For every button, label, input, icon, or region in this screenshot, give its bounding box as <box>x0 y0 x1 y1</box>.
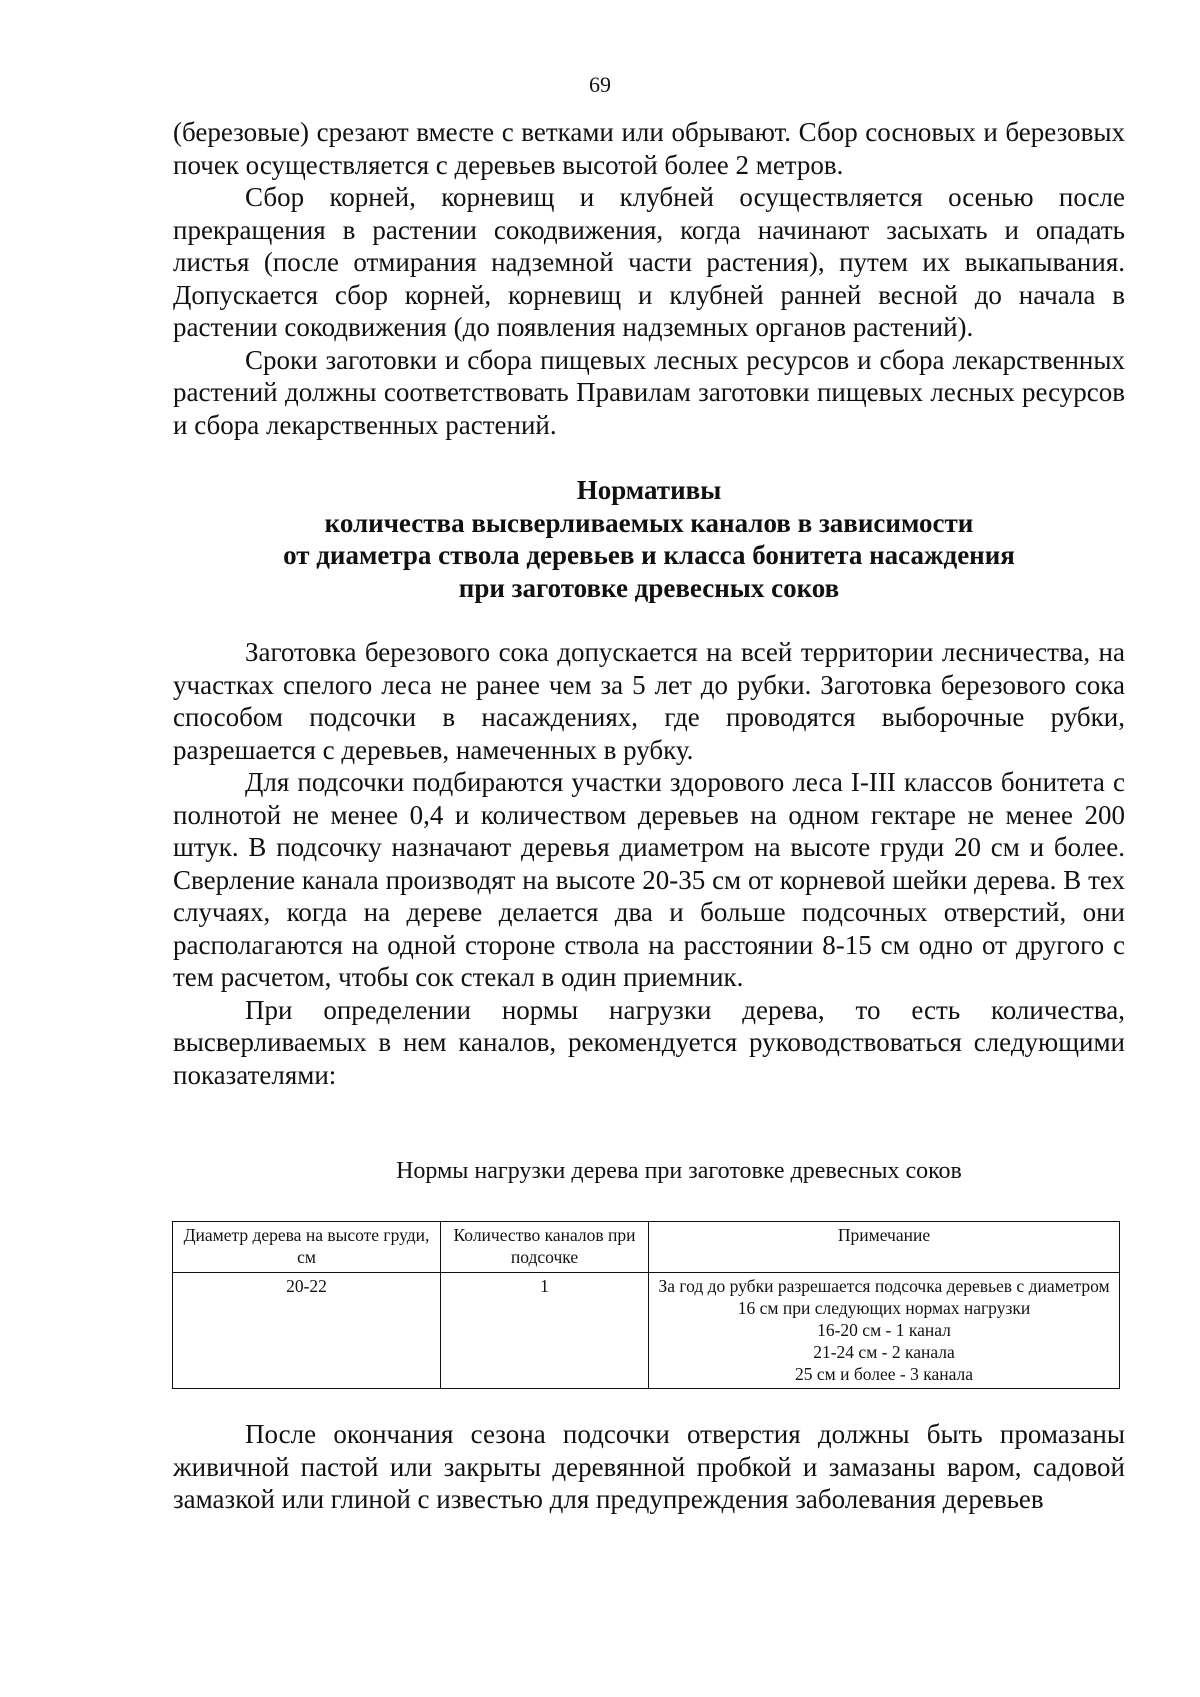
note-line: 25 см и более - 3 канала <box>794 1364 974 1384</box>
paragraph: (березовые) срезают вместе с ветками или обрывают. Сбор сосновых и березовых почек осуществляется с деревьев высотой более 2 метров. <box>173 117 1125 180</box>
paragraph: После окончания сезона подсочки отверстия должны быть промазаны живичной пастой или закрыты деревянной пробкой и замазаны варом, садовой замазкой или глиной с известью для предупреждения заболевания деревьев <box>173 1419 1125 1514</box>
column-header-diameter: Диаметр дерева на высоте груди, см <box>173 1222 441 1273</box>
table-caption: Нормы нагрузки дерева при заготовке древесных соков <box>396 1158 962 1184</box>
cell-note <box>649 1273 1120 1389</box>
note-line: 16-20 см - 1 канал <box>817 1320 951 1340</box>
text-block-intro <box>173 116 1125 441</box>
heading-line: при заготовке древесных соков <box>458 572 840 603</box>
paragraph: Для подсочки подбираются участки здорового леса I-III классов бонитета с полнотой не менее 0,4 и количеством деревьев на одном гектаре не менее 200 штук. В подсочку назначают деревья диаметром на высоте груди 20 см и более. Сверление канала производят на высоте 20-35 см от корневой шейки дерева. В тех случаях, когда на дереве делается два и больше подсочных отверстий, они располагаются на одной стороне ствола на расстоянии 8-15 см одно от другого с тем расчетом, чтобы сок стекал в один приемник. <box>173 767 1125 992</box>
text-block-closing <box>173 1418 1125 1516</box>
heading-line: от диаметра ствола деревьев и класса бонитета насаждения <box>283 540 1015 570</box>
page-number: 69 <box>589 72 611 97</box>
section-heading <box>173 474 1125 604</box>
note-line: За год до рубки разрешается подсочка деревьев с диаметром 16 см при следующих нормах нагрузки <box>658 1276 1110 1318</box>
cell-channels: 1 <box>441 1273 649 1389</box>
column-header-channels: Количество каналов при подсочке <box>441 1222 649 1273</box>
paragraph: Заготовка березового сока допускается на всей территории лесничества, на участках спелого леса не ранее чем за 5 лет до рубки. Заготовка березового сока способом подсочки в насаждениях, где проводятся выборочные рубки, разрешается с деревьев, намеченных в рубку. <box>173 637 1125 765</box>
table-row <box>173 1273 1120 1389</box>
norms-table <box>172 1221 1120 1389</box>
heading-line: количества высверливаемых каналов в зависимости <box>324 507 974 538</box>
paragraph: Сбор корней, корневищ и клубней осуществляется осенью после прекращения в растении сокодвижения, когда начинают засыхать и опадать листья (после отмирания надземной части растения), путем их выкапывания. Допускается сбор корней, корневищ и клубней ранней весной до начала в растении сокодвижения (до появления надземных органов растений). <box>173 182 1125 342</box>
paragraph: Сроки заготовки и сбора пищевых лесных ресурсов и сбора лекарственных растений должны соответствовать Правилам заготовки пищевых лесных ресурсов и сбора лекарственных растений. <box>173 344 1125 440</box>
text-block-body <box>173 636 1125 1091</box>
note-line: 21-24 см - 2 канала <box>813 1342 955 1362</box>
column-header-note: Примечание <box>649 1222 1120 1273</box>
table-header-row <box>173 1222 1120 1273</box>
heading-line: Нормативы <box>576 475 722 505</box>
cell-diameter: 20-22 <box>173 1273 441 1389</box>
paragraph: При определении нормы нагрузки дерева, то есть количества, высверливаемых в нем каналов, рекомендуется руководствоваться следующими показателями: <box>173 994 1125 1090</box>
